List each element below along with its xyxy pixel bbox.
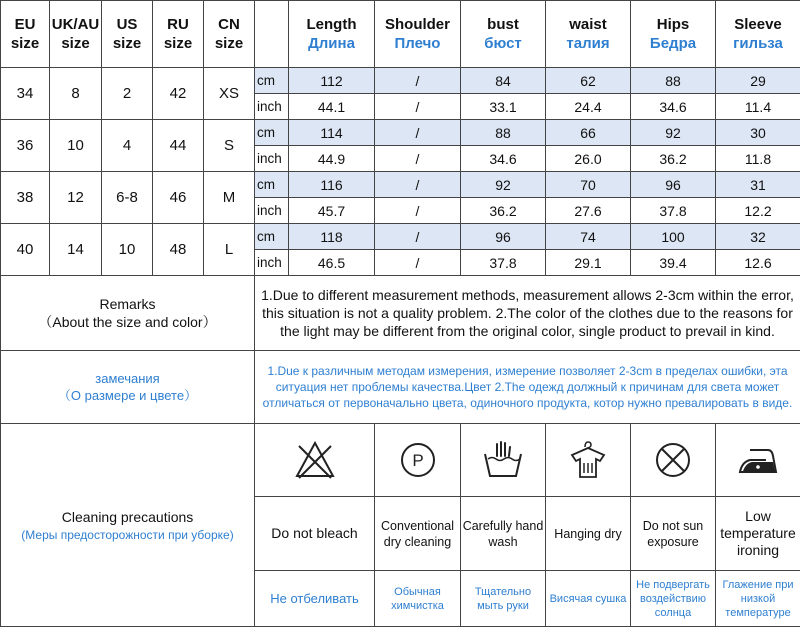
unit-inch: inch (255, 250, 289, 276)
remarks-text-ru: 1.Due к различным методам измерения, измерение позволяет 2-3cm в пределах ошибки, эта ситуация нет проблемы качества.Цвет 2.The одежд должный к причинам для света может отличаться от первоначально цвета, одиночного продукта, котор нужно превалировать в виде. (255, 351, 800, 424)
value-hips: 92 (631, 120, 716, 146)
size-eu: 34 (1, 68, 50, 120)
dry-clean-icon-cell (375, 424, 461, 497)
value-hips: 36.2 (631, 146, 716, 172)
size-us: 10 (102, 224, 153, 276)
value-bust: 88 (461, 120, 546, 146)
header-sleeve-en: Sleeve (734, 16, 782, 33)
header-shoulder-ru: Плечо (394, 35, 441, 52)
value-waist: 70 (546, 172, 631, 198)
hang-dry-icon-cell (546, 424, 631, 497)
value-shoulder: / (375, 172, 461, 198)
value-sleeve: 12.6 (716, 250, 800, 276)
size-ukau: 8 (50, 68, 102, 120)
value-bust: 36.2 (461, 198, 546, 224)
care-label-ru: Не подвергать воздействию солнца (631, 571, 716, 627)
size-eu: 36 (1, 120, 50, 172)
value-waist: 24.4 (546, 94, 631, 120)
size-us: 6-8 (102, 172, 153, 224)
header-cn (204, 1, 255, 68)
value-length: 44.9 (289, 146, 375, 172)
header-bust-en: bust (487, 16, 519, 33)
header-ukau-size: size (61, 35, 90, 52)
header-bust-ru: бюст (484, 35, 522, 52)
no-bleach-icon-cell (255, 424, 375, 497)
care-label-en: Do not bleach (255, 497, 375, 571)
value-length: 46.5 (289, 250, 375, 276)
value-waist: 62 (546, 68, 631, 94)
value-sleeve: 11.4 (716, 94, 800, 120)
size-ru: 42 (153, 68, 204, 120)
size-eu: 40 (1, 224, 50, 276)
size-ru: 46 (153, 172, 204, 224)
value-waist: 66 (546, 120, 631, 146)
header-waist-en: waist (569, 16, 607, 33)
header-shoulder-en: Shoulder (384, 16, 450, 33)
header-sleeve-ru: гильза (733, 35, 783, 52)
header-cn-label: CN (218, 16, 240, 33)
table-row (1, 120, 800, 146)
care-label-ru: Обычная химчистка (375, 571, 461, 627)
value-sleeve: 12.2 (716, 198, 800, 224)
value-sleeve: 32 (716, 224, 800, 250)
low-iron-icon (736, 442, 780, 478)
header-waist (546, 1, 631, 68)
size-us: 2 (102, 68, 153, 120)
value-shoulder: / (375, 120, 461, 146)
care-label-en: Hanging dry (546, 497, 631, 571)
care-label-en: Low temperature ironing (716, 497, 800, 571)
header-sleeve (716, 1, 800, 68)
header-row (1, 1, 800, 68)
hand-wash-icon (481, 440, 525, 480)
size-cn: L (204, 224, 255, 276)
care-label-en: Carefully hand wash (461, 497, 546, 571)
header-ukau (50, 1, 102, 68)
value-hips: 100 (631, 224, 716, 250)
table-row (1, 224, 800, 250)
care-label-ru: Не отбеливать (255, 571, 375, 627)
value-bust: 96 (461, 224, 546, 250)
value-length: 114 (289, 120, 375, 146)
unit-cm: cm (255, 172, 289, 198)
value-bust: 34.6 (461, 146, 546, 172)
header-unit-blank (255, 1, 289, 68)
header-eu-label: EU (14, 16, 36, 33)
header-ru-label: RU (167, 16, 189, 33)
remarks-label-en (1, 276, 255, 351)
value-shoulder: / (375, 68, 461, 94)
value-bust: 92 (461, 172, 546, 198)
svg-text:P: P (411, 451, 424, 470)
header-hips (631, 1, 716, 68)
hand-wash-icon-cell (461, 424, 546, 497)
header-bust (461, 1, 546, 68)
header-hips-ru: Бедра (649, 35, 697, 52)
size-cn: S (204, 120, 255, 172)
remarks-row-en (1, 276, 800, 351)
header-ru (153, 1, 204, 68)
remarks-subtitle: （About the size and color） (38, 314, 217, 330)
care-label-ru: Висячая сушка (546, 571, 631, 627)
size-ukau: 10 (50, 120, 102, 172)
size-cn: XS (204, 68, 255, 120)
value-length: 116 (289, 172, 375, 198)
care-icons-row (1, 424, 800, 497)
header-eu-size: size (10, 35, 40, 52)
remarks-label-ru (1, 351, 255, 424)
header-length (289, 1, 375, 68)
value-shoulder: / (375, 250, 461, 276)
table-row (1, 172, 800, 198)
value-hips: 96 (631, 172, 716, 198)
header-us (102, 1, 153, 68)
header-eu (1, 1, 50, 68)
unit-inch: inch (255, 146, 289, 172)
value-length: 44.1 (289, 94, 375, 120)
value-shoulder: / (375, 224, 461, 250)
value-waist: 74 (546, 224, 631, 250)
value-hips: 39.4 (631, 250, 716, 276)
header-ukau-label: UK/AU (51, 16, 100, 33)
unit-cm: cm (255, 120, 289, 146)
low-iron-icon-cell (716, 424, 800, 497)
value-bust: 37.8 (461, 250, 546, 276)
remarks-row-ru (1, 351, 800, 424)
size-us: 4 (102, 120, 153, 172)
no-bleach-icon (293, 438, 337, 482)
cleaning-title-ru: (Меры предосторожности при уборке) (21, 528, 234, 542)
size-ru: 44 (153, 120, 204, 172)
value-length: 112 (289, 68, 375, 94)
hang-dry-icon (567, 439, 609, 481)
header-hips-en: Hips (656, 16, 690, 33)
value-length: 118 (289, 224, 375, 250)
remarks-text-en: 1.Due to different measurement methods, measurement allows 2-3cm within the error, this situation is not a quality problem. 2.The color of the clothes due to the reasons for the light may be different from the original color, single product to prevail in kind. (255, 276, 800, 351)
value-sleeve: 29 (716, 68, 800, 94)
care-label-ru: Тщательно мыть руки (461, 571, 546, 627)
value-waist: 27.6 (546, 198, 631, 224)
value-waist: 26.0 (546, 146, 631, 172)
remarks-title-ru: замечания (95, 371, 160, 386)
value-length: 45.7 (289, 198, 375, 224)
header-shoulder (375, 1, 461, 68)
cleaning-title: Cleaning precautions (61, 509, 194, 525)
value-shoulder: / (375, 94, 461, 120)
cleaning-label (1, 424, 255, 627)
care-label-en: Do not sun exposure (631, 497, 716, 571)
remarks-subtitle-ru: （О размере и цвете） (57, 388, 198, 403)
header-length-ru: Длина (308, 35, 355, 52)
header-us-size: size (112, 35, 142, 52)
dry-clean-icon (398, 440, 438, 480)
size-cn: M (204, 172, 255, 224)
value-waist: 29.1 (546, 250, 631, 276)
size-ukau: 14 (50, 224, 102, 276)
remarks-title: Remarks (99, 296, 156, 312)
unit-cm: cm (255, 224, 289, 250)
unit-inch: inch (255, 198, 289, 224)
header-ru-size: size (163, 35, 193, 52)
size-ru: 48 (153, 224, 204, 276)
header-us-label: US (116, 16, 138, 33)
value-sleeve: 11.8 (716, 146, 800, 172)
value-bust: 33.1 (461, 94, 546, 120)
no-sun-icon-cell (631, 424, 716, 497)
unit-inch: inch (255, 94, 289, 120)
care-label-en: Conventional dry cleaning (375, 497, 461, 571)
header-cn-size: size (214, 35, 244, 52)
no-sun-icon (653, 440, 693, 480)
value-hips: 88 (631, 68, 716, 94)
value-shoulder: / (375, 198, 461, 224)
unit-cm: cm (255, 68, 289, 94)
value-hips: 37.8 (631, 198, 716, 224)
care-label-ru: Глажение при низкой температуре (716, 571, 800, 627)
header-length-en: Length (306, 16, 357, 33)
value-sleeve: 30 (716, 120, 800, 146)
size-ukau: 12 (50, 172, 102, 224)
value-bust: 84 (461, 68, 546, 94)
header-waist-ru: талия (566, 35, 610, 52)
value-sleeve: 31 (716, 172, 800, 198)
size-eu: 38 (1, 172, 50, 224)
table-row (1, 68, 800, 94)
value-hips: 34.6 (631, 94, 716, 120)
value-shoulder: / (375, 146, 461, 172)
